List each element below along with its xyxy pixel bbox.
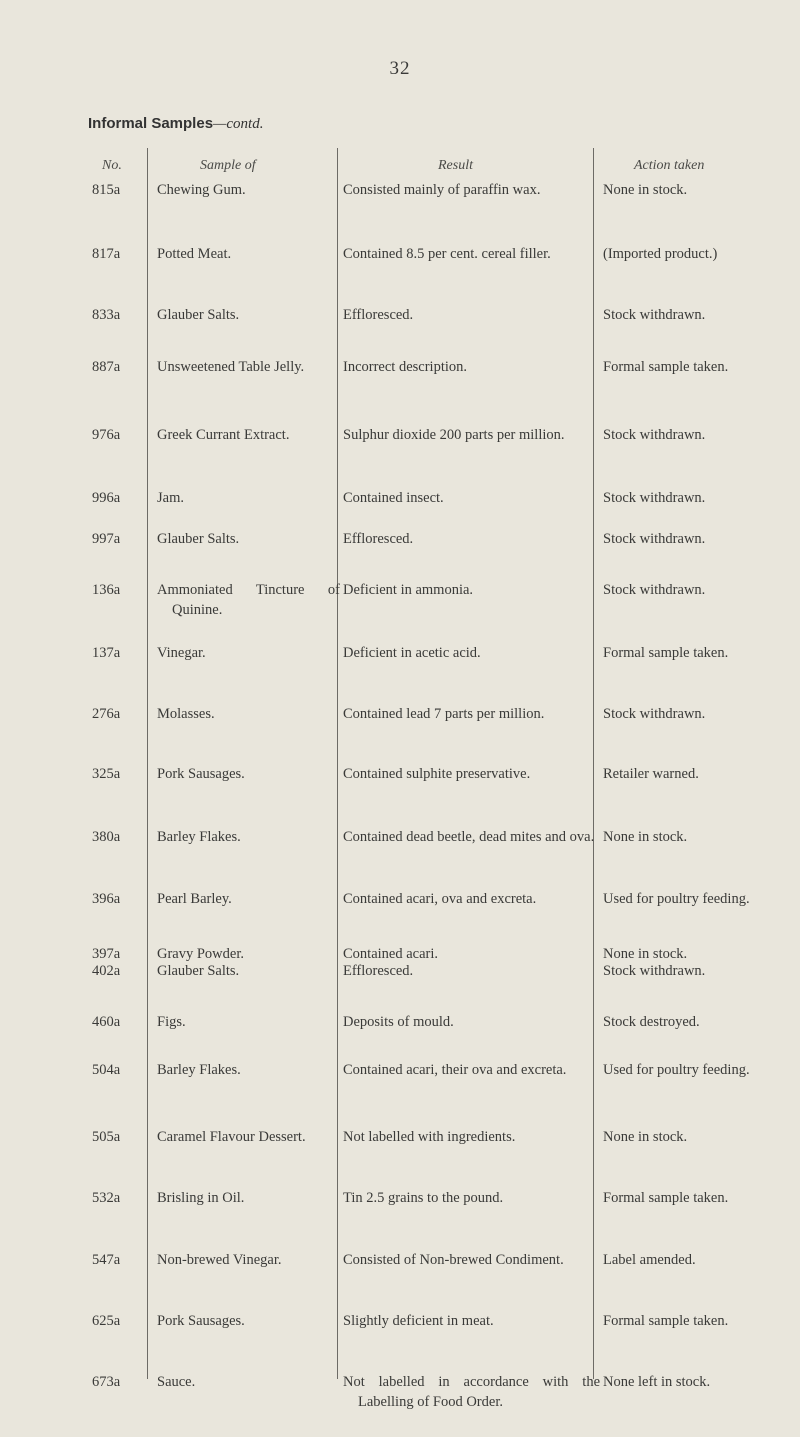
column-rule-1 [147,148,148,1379]
row-number: 833a [92,307,121,323]
row-sample: Pearl Barley. [157,891,232,907]
row-sample: Non-brewed Vinegar. [157,1252,282,1268]
header-no: No. [102,158,122,173]
row-action: Label amended. [603,1252,696,1268]
header-sample: Sample of [200,158,256,173]
row-action: Stock withdrawn. [603,490,706,506]
row-result: Contained 8.5 per cent. cereal filler. [343,246,551,262]
row-number: 276a [92,706,121,722]
row-sample: Unsweetened Table Jelly. [157,359,305,375]
row-action: Stock withdrawn. [603,427,706,443]
row-number: 547a [92,1252,121,1268]
row-number: 325a [92,766,121,782]
row-number: 817a [92,246,121,262]
row-action: Formal sample taken. [603,359,729,375]
row-number: 673a [92,1374,121,1390]
row-action: None in stock. [603,1129,688,1145]
section-title-text: Informal Samples [88,115,214,132]
row-sample: Gravy Powder. [157,946,244,962]
row-result: Not labelled with ingredients. [343,1129,516,1145]
row-result: Contained lead 7 parts per million. [343,706,545,722]
row-action: Stock withdrawn. [603,531,706,547]
row-action: Stock withdrawn. [603,307,706,323]
row-number: 402a [92,963,121,979]
row-result: Contained dead beetle, dead mites and ova. [343,829,595,845]
row-sample: Ammoniated Tincture of Quinine. [157,582,340,618]
row-number: 625a [92,1313,121,1329]
row-result: Deposits of mould. [343,1014,454,1030]
row-action: Formal sample taken. [603,1313,729,1329]
row-action: (Imported product.) [603,246,718,262]
row-result: Deficient in ammonia. [343,582,474,598]
row-number: 996a [92,490,121,506]
row-number: 397a [92,946,121,962]
row-sample: Glauber Salts. [157,963,240,979]
row-action: Formal sample taken. [603,1190,729,1206]
row-sample: Barley Flakes. [157,1062,241,1078]
header-action: Action taken [634,158,705,173]
row-sample: Glauber Salts. [157,531,240,547]
page-number: 32 [389,58,411,79]
row-result: Contained sulphite preservative. [343,766,531,782]
row-result: Consisted of Non-brewed Condiment. [343,1252,564,1268]
row-action: Used for poultry feeding. [603,1062,750,1078]
row-sample: Pork Sausages. [157,766,245,782]
section-title [88,115,263,133]
row-sample: Molasses. [157,706,215,722]
row-result: Incorrect description. [343,359,468,375]
row-sample: Figs. [157,1014,186,1030]
row-result: Consisted mainly of paraffin wax. [343,182,541,198]
row-number: 505a [92,1129,121,1145]
row-action: Retailer warned. [603,766,699,782]
row-number: 396a [92,891,121,907]
row-result: Contained acari. [343,946,439,962]
row-number: 815a [92,182,121,198]
row-action: Stock withdrawn. [603,582,706,598]
row-action: Formal sample taken. [603,645,729,661]
row-sample: Caramel Flavour Dessert. [157,1129,306,1145]
row-action: None in stock. [603,182,688,198]
header-result: Result [438,158,473,173]
section-title-contd: —contd. [213,116,264,132]
row-sample: Chewing Gum. [157,182,246,198]
row-result: Contained acari, ova and excreta. [343,891,537,907]
row-sample: Greek Currant Extract. [157,427,290,443]
row-number: 460a [92,1014,121,1030]
row-number: 887a [92,359,121,375]
row-result: Effloresced. [343,307,414,323]
row-number: 532a [92,1190,121,1206]
row-result: Contained acari, their ova and excreta. [343,1062,567,1078]
row-result: Deficient in acetic acid. [343,645,481,661]
row-action: Stock withdrawn. [603,963,706,979]
row-action: None in stock. [603,829,688,845]
row-sample: Barley Flakes. [157,829,241,845]
row-action: Stock withdrawn. [603,706,706,722]
row-result: Effloresced. [343,963,414,979]
row-number: 504a [92,1062,121,1078]
row-result: Not labelled in accordance with the Labelling of Food Order. [343,1374,600,1410]
row-sample: Brisling in Oil. [157,1190,245,1206]
row-action: None in stock. [603,946,688,962]
row-result: Tin 2.5 grains to the pound. [343,1190,504,1206]
row-number: 997a [92,531,121,547]
row-number: 976a [92,427,121,443]
row-result: Contained insect. [343,490,444,506]
row-sample: Pork Sausages. [157,1313,245,1329]
row-sample: Jam. [157,490,184,506]
row-result: Effloresced. [343,531,414,547]
row-number: 137a [92,645,121,661]
row-result: Slightly deficient in meat. [343,1313,494,1329]
row-number: 380a [92,829,121,845]
row-action: Used for poultry feeding. [603,891,750,907]
row-action: Stock destroyed. [603,1014,700,1030]
row-sample: Sauce. [157,1374,196,1390]
row-sample: Vinegar. [157,645,206,661]
row-action: None left in stock. [603,1374,711,1390]
row-sample: Glauber Salts. [157,307,240,323]
row-number: 136a [92,582,121,598]
row-result: Sulphur dioxide 200 parts per million. [343,427,565,443]
row-sample: Potted Meat. [157,246,232,262]
